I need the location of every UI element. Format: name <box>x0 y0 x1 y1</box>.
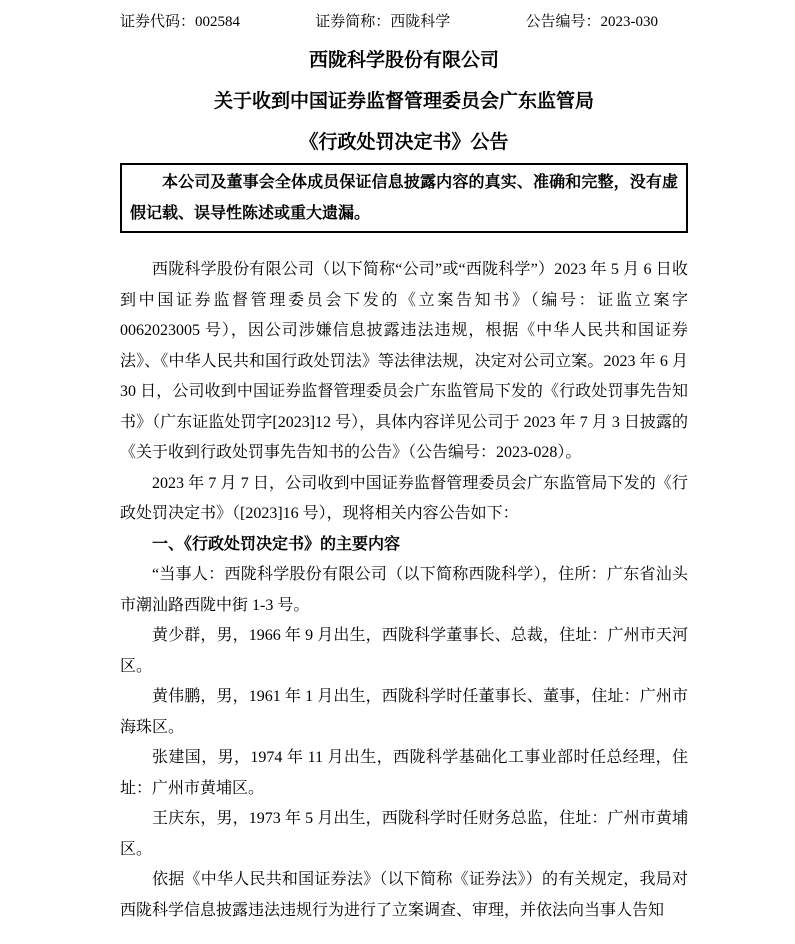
stock-code-label: 证券代码： <box>120 14 196 30</box>
section-heading-decision-main-content: 一、《行政处罚决定书》的主要内容 <box>152 535 401 553</box>
announcement-body <box>120 255 688 926</box>
disclaimer-box <box>120 163 688 233</box>
document-header <box>120 13 688 32</box>
announcement-number-field <box>525 13 658 32</box>
paragraph-person-wang-qingdong: 王庆东，男，1973 年 5 月出生，西陇科学时任财务总监，住址：广州市黄埔区。 <box>120 810 688 858</box>
title-block <box>120 40 688 163</box>
announcement-number-value: 2023-030 <box>600 14 658 30</box>
stock-name-value: 西陇科学 <box>390 14 451 30</box>
paragraph-investigation-basis: 依据《中华人民共和国证券法》（以下简称《证券法》）的有关规定，我局对西陇科学信息披露违法违规行为进行了立案调查、审理，并依法向当事人告知 <box>120 871 688 919</box>
announcement-number-label: 公告编号： <box>525 14 601 30</box>
paragraph-decision-received: 2023 年 7 月 7 日，公司收到中国证券监督管理委员会广东监管局下发的《行政处罚决定书》（[2023]16 号），现将相关内容公告如下： <box>120 474 688 522</box>
paragraph-person-huang-weipeng: 黄伟鹏，男，1961 年 1 月出生，西陇科学时任董事长、董事，住址：广州市海珠区。 <box>120 688 688 736</box>
stock-code-value: 002584 <box>195 14 241 30</box>
stock-name-field <box>315 13 450 32</box>
paragraph-person-zhang-jianguo: 张建国，男，1974 年 11 月出生，西陇科学基础化工事业部时任总经理，住址：广州市黄埔区。 <box>120 749 688 797</box>
stock-name-label: 证券简称： <box>315 14 391 30</box>
paragraph-person-huang-shaoqun: 黄少群，男，1966 年 9 月出生，西陇科学董事长、总裁，住址：广州市天河区。 <box>120 627 688 675</box>
document-type-title: 《行政处罚决定书》公告 <box>299 132 509 153</box>
company-name-title: 西陇科学股份有限公司 <box>308 50 499 71</box>
stock-code-field <box>120 13 240 32</box>
disclaimer-text: 本公司及董事会全体成员保证信息披露内容的真实、准确和完整，没有虚假记载、误导性陈述或重大遗漏。 <box>130 174 678 222</box>
paragraph-party-company: “当事人：西陇科学股份有限公司（以下简称西陇科学），住所：广东省汕头市潮汕路西陇中街 1-3 号。 <box>120 566 688 614</box>
announcement-subject-title: 关于收到中国证券监督管理委员会广东监管局 <box>213 91 594 112</box>
paragraph-case-filing-history: 西陇科学股份有限公司（以下简称“公司”或“西陇科学”）2023 年 5 月 6 日收到中国证券监督管理委员会下发的《立案告知书》（编号：证监立案字 0062023005 号），因公司涉嫌信息披露违法违规，根据《中华人民共和国证券法》、《中华人民共和国行政处罚法》等法律法规，决定对公司立案。2023 年 6 月 30 日，公司收到中国证券监督管理委员会广东监管局下发的《行政处罚事先告知书》（广东证监处罚字[2023]12 号），具体内容详见公司于 2023 年 7 月 3 日披露的《关于收到行政处罚事先告知书的公告》（公告编号：2023-028）。 <box>120 261 688 461</box>
